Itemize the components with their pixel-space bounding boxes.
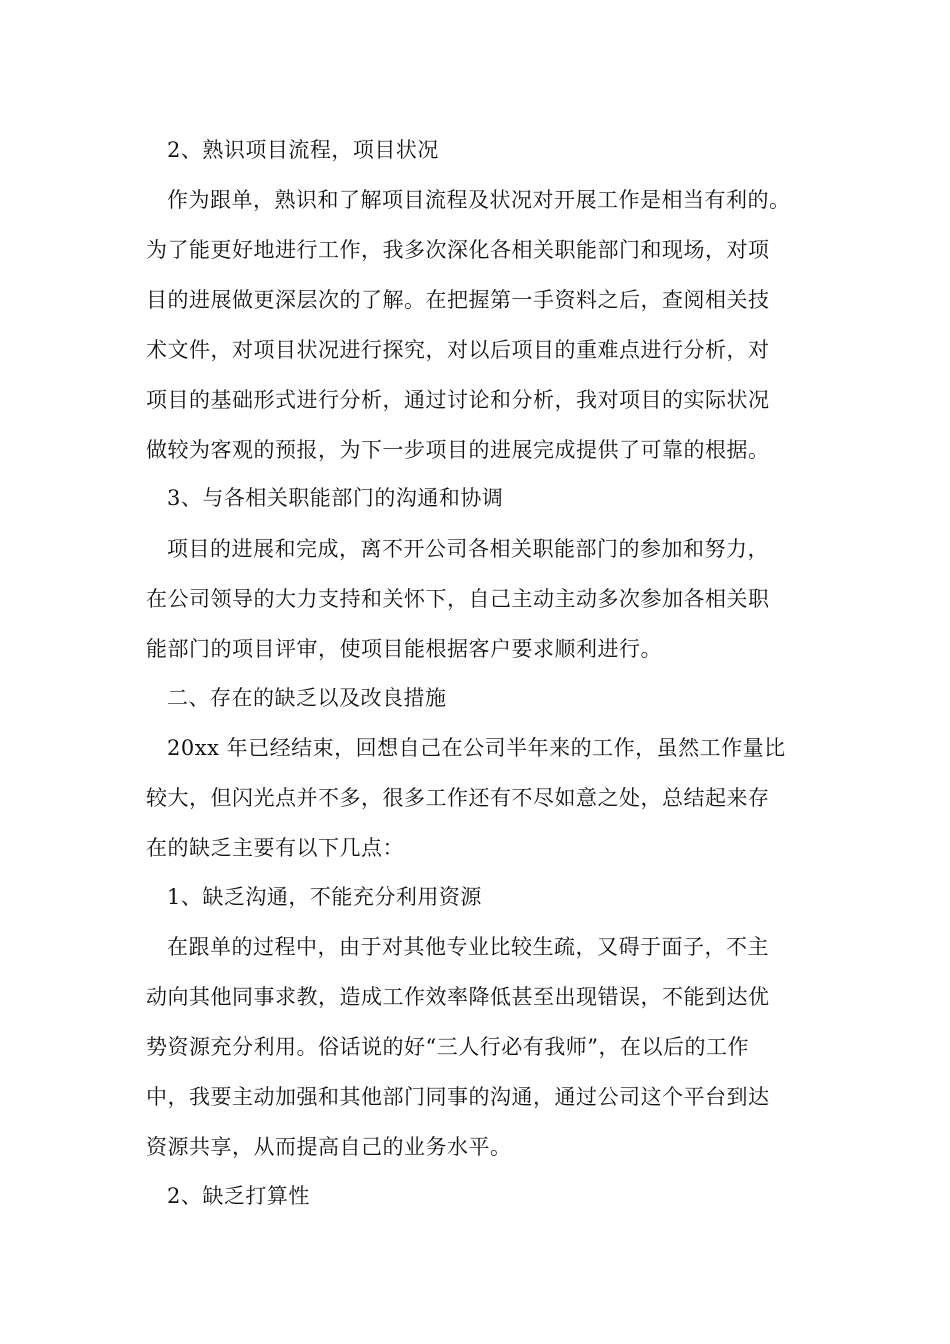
paragraph-line: 在公司领导的大力支持和关怀下，自己主动主动多次参加各相关职 <box>146 587 770 611</box>
paragraph-line: 在的缺乏主要有以下几点： <box>146 836 404 860</box>
paragraph-line: 为了能更好地进行工作，我多次深化各相关职能部门和现场，对项 <box>146 238 770 262</box>
paragraph-line: 中，我要主动加强和其他部门同事的沟通，通过公司这个平台到达 <box>146 1085 770 1109</box>
paragraph-line: 做较为客观的预报，为下一步项目的进展完成提供了可靠的根据。 <box>146 438 770 462</box>
paragraph-line: 较大，但闪光点并不多，很多工作还有不尽如意之处，总结起来存 <box>146 786 770 810</box>
section-heading: 1、缺乏沟通，不能充分利用资源 <box>167 885 482 909</box>
paragraph-line: 术文件，对项目状况进行探究，对以后项目的重难点进行分析，对 <box>146 338 770 362</box>
section-heading: 2、熟识项目流程，项目状况 <box>167 138 439 162</box>
paragraph-line: 项目的进展和完成，离不开公司各相关职能部门的参加和努力， <box>167 537 769 561</box>
paragraph-line: 资源共享，从而提高自己的业务水平。 <box>146 1135 512 1159</box>
section-heading: 3、与各相关职能部门的沟通和协调 <box>167 486 504 510</box>
paragraph-line: 作为跟单，熟识和了解项目流程及状况对开展工作是相当有利的。 <box>167 188 791 212</box>
paragraph-line: 目的进展做更深层次的了解。在把握第一手资料之后，查阅相关技 <box>146 288 770 312</box>
section-heading: 2、缺乏打算性 <box>167 1184 310 1208</box>
paragraph-line: 能部门的项目评审，使项目能根据客户要求顺利进行。 <box>146 637 662 661</box>
paragraph-line: 项目的基础形式进行分析，通过讨论和分析，我对项目的实际状况 <box>146 388 770 412</box>
paragraph-line: 20xx 年已经结束，回想自己在公司半年来的工作，虽然工作量比 <box>167 736 786 760</box>
section-heading: 二、存在的缺乏以及改良措施 <box>167 686 447 710</box>
paragraph-line: 动向其他同事求教，造成工作效率降低甚至出现错误，不能到达优 <box>146 985 770 1009</box>
paragraph-line: 势资源充分利用。俗话说的好“三人行必有我师”，在以后的工作 <box>146 1035 749 1059</box>
paragraph-line: 在跟单的过程中，由于对其他专业比较生疏，又碍于面子，不主 <box>167 935 769 959</box>
